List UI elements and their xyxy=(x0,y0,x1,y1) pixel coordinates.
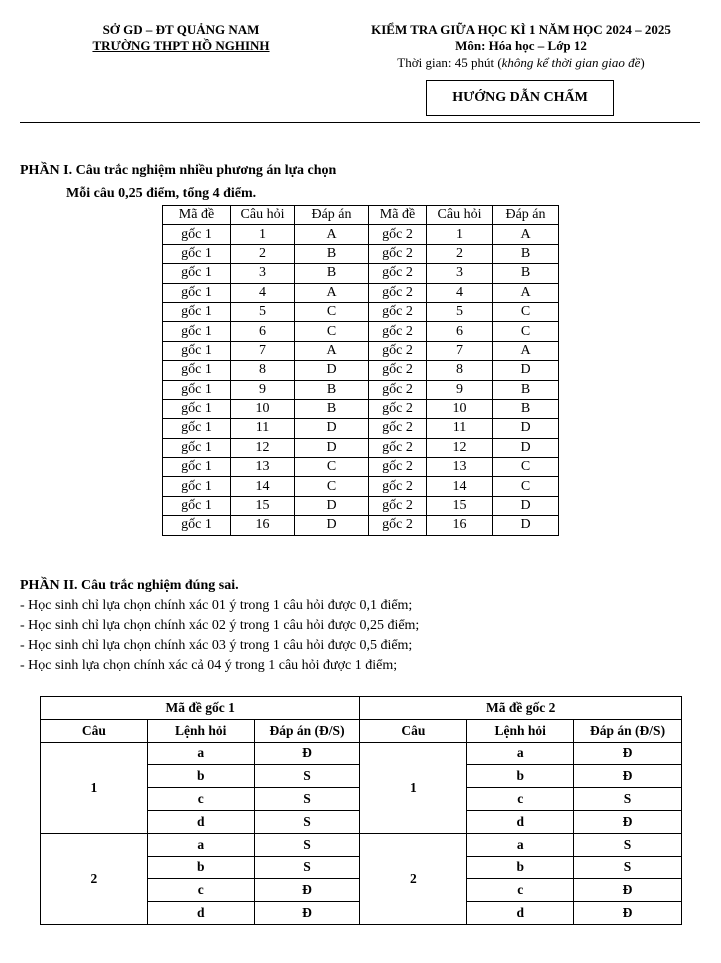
table-row xyxy=(163,341,559,360)
question-number: 1 xyxy=(360,742,467,833)
group1-title: Mã đề gốc 1 xyxy=(41,697,360,720)
table-cell: gốc 2 xyxy=(369,341,427,360)
table-row xyxy=(41,833,682,856)
table-cell: gốc 2 xyxy=(369,477,427,496)
exam-subject: Môn: Hóa học – Lớp 12 xyxy=(455,38,587,53)
answer-value: S xyxy=(574,833,682,856)
table-cell: B xyxy=(493,264,559,283)
statement-letter: a xyxy=(467,742,574,765)
table-cell: B xyxy=(493,244,559,263)
table-cell: 2 xyxy=(427,244,493,263)
answer-value: S xyxy=(254,788,360,811)
table-cell: 1 xyxy=(427,225,493,244)
duration-note: không kể thời gian giao đề xyxy=(501,55,641,70)
table-row xyxy=(163,302,559,321)
part2-rule: - Học sinh chỉ lựa chọn chính xác 01 ý trong 1 câu hỏi được 0,1 điểm; xyxy=(20,598,413,613)
table-cell: 13 xyxy=(231,458,295,477)
column-header: Mã đề xyxy=(369,206,427,225)
duration-prefix: Thời gian: 45 phút ( xyxy=(397,55,502,70)
table-cell: gốc 1 xyxy=(163,283,231,302)
column-header: Câu hỏi xyxy=(231,206,295,225)
table-cell: 14 xyxy=(427,477,493,496)
answer-value: S xyxy=(254,833,360,856)
table-cell: 2 xyxy=(231,244,295,263)
duration-suffix: ) xyxy=(640,55,645,70)
table-cell: gốc 2 xyxy=(369,438,427,457)
column-header: Đáp án xyxy=(295,206,369,225)
table-cell: 3 xyxy=(427,264,493,283)
part2-rule: - Học sinh lựa chọn chính xác cả 04 ý trong 1 câu hỏi được 1 điểm; xyxy=(20,658,398,673)
table-cell: 12 xyxy=(231,438,295,457)
table-cell: gốc 2 xyxy=(369,322,427,341)
table-cell: gốc 1 xyxy=(163,438,231,457)
table-cell: 15 xyxy=(427,496,493,515)
statement-letter: d xyxy=(147,902,254,925)
table-cell: gốc 2 xyxy=(369,302,427,321)
table-cell: gốc 2 xyxy=(369,264,427,283)
table-cell: 10 xyxy=(427,399,493,418)
table-cell: 11 xyxy=(427,419,493,438)
answer-value: S xyxy=(574,788,682,811)
table-cell: gốc 1 xyxy=(163,380,231,399)
table-cell: 12 xyxy=(427,438,493,457)
table-cell: A xyxy=(493,225,559,244)
table-row xyxy=(163,264,559,283)
col-dap-an: Đáp án (Đ/S) xyxy=(254,719,360,742)
table-cell: C xyxy=(493,302,559,321)
table-row xyxy=(163,399,559,418)
table-row xyxy=(163,361,559,380)
table-cell: 6 xyxy=(231,322,295,341)
statement-letter: d xyxy=(467,902,574,925)
table-cell: 7 xyxy=(231,341,295,360)
table-cell: 8 xyxy=(231,361,295,380)
question-number: 2 xyxy=(360,833,467,924)
statement-letter: c xyxy=(467,788,574,811)
answer-value: S xyxy=(254,810,360,833)
table-cell: gốc 1 xyxy=(163,264,231,283)
answer-value: Đ xyxy=(574,765,682,788)
table-cell: gốc 2 xyxy=(369,380,427,399)
statement-letter: d xyxy=(147,810,254,833)
table-cell: A xyxy=(295,225,369,244)
table-cell: C xyxy=(295,322,369,341)
answer-value: Đ xyxy=(254,902,360,925)
table-cell: 16 xyxy=(231,516,295,535)
table-row xyxy=(163,516,559,535)
table-cell: gốc 2 xyxy=(369,225,427,244)
answer-value: Đ xyxy=(574,810,682,833)
table-cell: 6 xyxy=(427,322,493,341)
table-cell: B xyxy=(295,380,369,399)
table-cell: gốc 2 xyxy=(369,516,427,535)
table-cell: B xyxy=(295,244,369,263)
table-cell: 8 xyxy=(427,361,493,380)
table-row xyxy=(163,438,559,457)
table-cell: C xyxy=(295,302,369,321)
table-cell: D xyxy=(295,438,369,457)
table-row xyxy=(163,380,559,399)
table-cell: A xyxy=(493,341,559,360)
answer-value: Đ xyxy=(574,742,682,765)
table-row xyxy=(163,419,559,438)
table-cell: 9 xyxy=(427,380,493,399)
header-divider xyxy=(20,122,700,123)
grading-guide-title: HƯỚNG DẪN CHẤM xyxy=(452,90,588,105)
part1-answer-table xyxy=(162,205,559,536)
table-cell: B xyxy=(295,264,369,283)
table-cell: gốc 1 xyxy=(163,225,231,244)
table-cell: D xyxy=(493,496,559,515)
table-cell: D xyxy=(295,361,369,380)
table-cell: gốc 1 xyxy=(163,399,231,418)
table-cell: D xyxy=(493,516,559,535)
department-name: SỞ GD – ĐT QUẢNG NAM xyxy=(102,22,260,37)
question-number: 1 xyxy=(41,742,148,833)
question-number: 2 xyxy=(41,833,148,924)
statement-letter: c xyxy=(147,879,254,902)
table-cell: C xyxy=(295,477,369,496)
col-cau: Câu xyxy=(41,719,148,742)
table-cell: gốc 2 xyxy=(369,361,427,380)
table-cell: 11 xyxy=(231,419,295,438)
table-cell: gốc 1 xyxy=(163,341,231,360)
table-cell: C xyxy=(493,477,559,496)
table-cell: 13 xyxy=(427,458,493,477)
table-cell: 5 xyxy=(427,302,493,321)
table-cell: gốc 1 xyxy=(163,361,231,380)
column-header: Câu hỏi xyxy=(427,206,493,225)
table-cell: A xyxy=(295,341,369,360)
table-cell: gốc 2 xyxy=(369,244,427,263)
answer-value: S xyxy=(254,765,360,788)
table-cell: A xyxy=(493,283,559,302)
table-cell: gốc 2 xyxy=(369,283,427,302)
table-row xyxy=(41,742,682,765)
table-cell: 15 xyxy=(231,496,295,515)
statement-letter: b xyxy=(147,765,254,788)
table-cell: 5 xyxy=(231,302,295,321)
col-lenh-hoi: Lệnh hỏi xyxy=(147,719,254,742)
column-header: Mã đề xyxy=(163,206,231,225)
part2-answer-table xyxy=(40,696,682,925)
table-cell: C xyxy=(493,458,559,477)
table-row xyxy=(163,496,559,515)
exam-title: KIỂM TRA GIỮA HỌC KÌ 1 NĂM HỌC 2024 – 2025 xyxy=(371,22,671,37)
group2-title: Mã đề gốc 2 xyxy=(360,697,682,720)
answer-value: S xyxy=(254,856,360,879)
school-name: TRƯỜNG THPT HỒ NGHINH xyxy=(92,38,270,53)
table-cell: 4 xyxy=(427,283,493,302)
table-cell: 10 xyxy=(231,399,295,418)
table-cell: 4 xyxy=(231,283,295,302)
statement-letter: a xyxy=(147,833,254,856)
table-cell: gốc 1 xyxy=(163,496,231,515)
statement-letter: a xyxy=(467,833,574,856)
part2-heading: PHẦN II. Câu trắc nghiệm đúng sai. xyxy=(20,578,239,593)
col-lenh-hoi: Lệnh hỏi xyxy=(467,719,574,742)
table-cell: 3 xyxy=(231,264,295,283)
answer-value: Đ xyxy=(574,879,682,902)
table-cell: B xyxy=(295,399,369,418)
table-cell: C xyxy=(493,322,559,341)
table-cell: D xyxy=(493,419,559,438)
table-cell: 16 xyxy=(427,516,493,535)
part2-rule: - Học sinh chỉ lựa chọn chính xác 03 ý trong 1 câu hỏi được 0,5 điểm; xyxy=(20,638,413,653)
table-cell: gốc 2 xyxy=(369,399,427,418)
table-cell: D xyxy=(493,361,559,380)
table-cell: D xyxy=(493,438,559,457)
col-cau: Câu xyxy=(360,719,467,742)
table-cell: gốc 2 xyxy=(369,458,427,477)
table-cell: D xyxy=(295,516,369,535)
table-row xyxy=(163,477,559,496)
table-cell: gốc 2 xyxy=(369,496,427,515)
column-header: Đáp án xyxy=(493,206,559,225)
table-cell: gốc 1 xyxy=(163,516,231,535)
table-cell: gốc 1 xyxy=(163,419,231,438)
table-cell: gốc 1 xyxy=(163,244,231,263)
table-cell: 1 xyxy=(231,225,295,244)
statement-letter: d xyxy=(467,810,574,833)
table-cell: B xyxy=(493,399,559,418)
table-row xyxy=(163,225,559,244)
table-cell: gốc 1 xyxy=(163,302,231,321)
statement-letter: a xyxy=(147,742,254,765)
part1-table-header xyxy=(163,206,559,225)
statement-letter: b xyxy=(467,765,574,788)
table-cell: gốc 1 xyxy=(163,322,231,341)
table-cell: 7 xyxy=(427,341,493,360)
answer-value: Đ xyxy=(254,742,360,765)
table-cell: A xyxy=(295,283,369,302)
part2-rule: - Học sinh chỉ lựa chọn chính xác 02 ý trong 1 câu hỏi được 0,25 điểm; xyxy=(20,618,420,633)
answer-value: S xyxy=(574,856,682,879)
table-cell: B xyxy=(493,380,559,399)
statement-letter: c xyxy=(467,879,574,902)
exam-duration xyxy=(340,55,702,71)
table-cell: gốc 1 xyxy=(163,458,231,477)
table-row xyxy=(163,322,559,341)
table-cell: C xyxy=(295,458,369,477)
table-row xyxy=(163,283,559,302)
table-cell: 14 xyxy=(231,477,295,496)
statement-letter: b xyxy=(467,856,574,879)
table-cell: gốc 2 xyxy=(369,419,427,438)
answer-value: Đ xyxy=(574,902,682,925)
table-row xyxy=(163,244,559,263)
answer-value: Đ xyxy=(254,879,360,902)
part1-subheading: Mỗi câu 0,25 điểm, tổng 4 điểm. xyxy=(66,186,257,201)
statement-letter: c xyxy=(147,788,254,811)
col-dap-an: Đáp án (Đ/S) xyxy=(574,719,682,742)
table-cell: gốc 1 xyxy=(163,477,231,496)
table-row xyxy=(163,458,559,477)
grading-guide-box xyxy=(426,80,614,116)
part1-heading: PHẦN I. Câu trắc nghiệm nhiều phương án lựa chọn xyxy=(20,163,337,178)
statement-letter: b xyxy=(147,856,254,879)
table-cell: D xyxy=(295,419,369,438)
table-cell: D xyxy=(295,496,369,515)
table-cell: 9 xyxy=(231,380,295,399)
